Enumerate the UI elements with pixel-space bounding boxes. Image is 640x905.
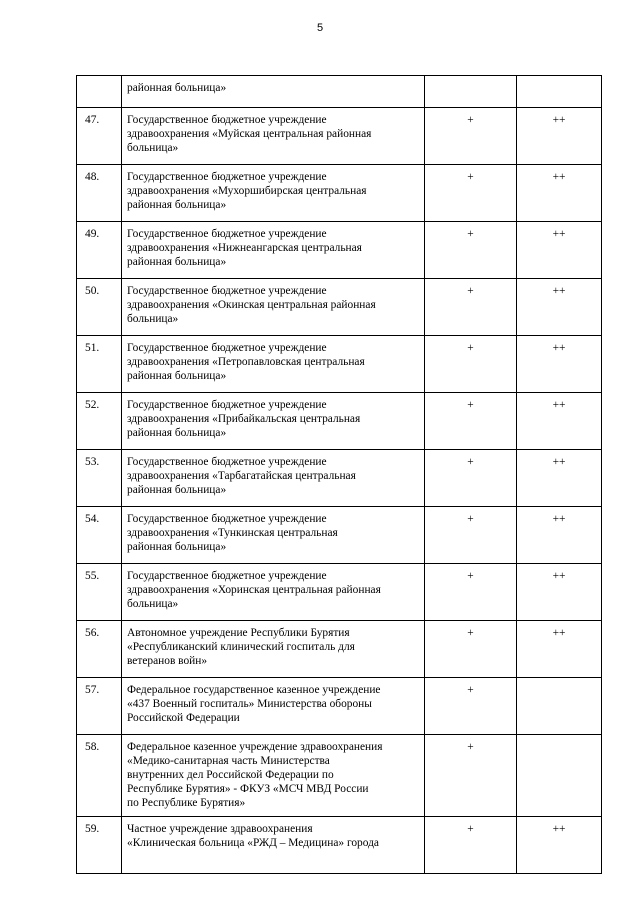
table-row — [77, 507, 602, 564]
institution-name-line: Государственное бюджетное учреждение — [127, 171, 327, 183]
institution-name-line: Государственное бюджетное учреждение — [127, 570, 327, 582]
institution-name-line: ветеранов войн» — [127, 655, 208, 667]
table-row — [77, 222, 602, 279]
institution-name — [122, 76, 425, 108]
row-number: 48. — [77, 165, 122, 222]
mark-column-2: ++ — [517, 336, 602, 393]
institution-name — [122, 393, 425, 450]
institution-name-line: районная больница» — [127, 541, 227, 553]
mark-column-1: + — [425, 621, 517, 678]
institution-name-line: по Республике Бурятия» — [127, 797, 246, 809]
mark-column-2: ++ — [517, 222, 602, 279]
mark-column-1 — [425, 76, 517, 108]
institution-name — [122, 279, 425, 336]
table-row — [77, 735, 602, 817]
row-number: 58. — [77, 735, 122, 817]
institution-name — [122, 222, 425, 279]
mark-column-2: ++ — [517, 507, 602, 564]
institution-name-line: Государственное бюджетное учреждение — [127, 285, 327, 297]
mark-column-1: + — [425, 507, 517, 564]
row-number: 50. — [77, 279, 122, 336]
mark-column-1: + — [425, 336, 517, 393]
institution-name-line: «437 Военный госпиталь» Министерства обороны — [127, 698, 372, 710]
mark-column-2 — [517, 678, 602, 735]
table-body — [77, 76, 602, 874]
mark-column-2: ++ — [517, 621, 602, 678]
institution-name — [122, 735, 425, 817]
mark-column-2: ++ — [517, 817, 602, 874]
institution-name — [122, 564, 425, 621]
mark-column-2: ++ — [517, 393, 602, 450]
institution-name-line: Автономное учреждение Республики Бурятия — [127, 627, 350, 639]
institution-name-line: Государственное бюджетное учреждение — [127, 513, 327, 525]
mark-column-2: ++ — [517, 165, 602, 222]
institution-name-line: районная больница» — [127, 256, 227, 268]
mark-column-1: + — [425, 108, 517, 165]
mark-column-1: + — [425, 279, 517, 336]
row-number: 47. — [77, 108, 122, 165]
institution-name — [122, 108, 425, 165]
institution-name-line: Государственное бюджетное учреждение — [127, 342, 327, 354]
institution-name-line: здравоохранения «Мухоршибирская центральная — [127, 185, 367, 197]
row-number: 52. — [77, 393, 122, 450]
mark-column-2 — [517, 76, 602, 108]
institutions-table — [76, 75, 602, 874]
mark-column-2: ++ — [517, 564, 602, 621]
mark-column-1: + — [425, 564, 517, 621]
institution-name-line: «Республиканский клинический госпиталь для — [127, 641, 355, 653]
institution-name-line: Федеральное государственное казенное учреждение — [127, 684, 381, 696]
row-number: 59. — [77, 817, 122, 874]
table-row — [77, 678, 602, 735]
institution-name-line: здравоохранения «Тарбагатайская центральная — [127, 470, 356, 482]
institution-name-line: больница» — [127, 313, 179, 325]
table-row — [77, 621, 602, 678]
mark-column-1: + — [425, 817, 517, 874]
institution-name-line: Государственное бюджетное учреждение — [127, 228, 327, 240]
institution-name-line: «Медико-санитарная часть Министерства — [127, 755, 330, 767]
institution-name-line: больница» — [127, 142, 179, 154]
mark-column-1: + — [425, 735, 517, 817]
table-row — [77, 108, 602, 165]
mark-column-2 — [517, 735, 602, 817]
institution-name-line: Государственное бюджетное учреждение — [127, 114, 327, 126]
table-row — [77, 817, 602, 874]
institution-name-line: Государственное бюджетное учреждение — [127, 456, 327, 468]
mark-column-1: + — [425, 165, 517, 222]
institution-name-line: больница» — [127, 598, 179, 610]
institution-name-line: здравоохранения «Окинская центральная районная — [127, 299, 376, 311]
mark-column-1: + — [425, 678, 517, 735]
table-row — [77, 336, 602, 393]
institution-name — [122, 336, 425, 393]
table-row — [77, 279, 602, 336]
table-row — [77, 393, 602, 450]
page-number: 5 — [316, 22, 324, 34]
institution-name-line: здравоохранения «Нижнеангарская центральная — [127, 242, 362, 254]
table-row — [77, 165, 602, 222]
row-number: 55. — [77, 564, 122, 621]
institution-name-line: здравоохранения «Муйская центральная районная — [127, 128, 372, 140]
mark-column-2: ++ — [517, 108, 602, 165]
institution-name-line: Федеральное казенное учреждение здравоохранения — [127, 741, 383, 753]
institution-name-line: районная больница» — [127, 427, 227, 439]
mark-column-1: + — [425, 450, 517, 507]
institution-name-line: Российской Федерации — [127, 712, 240, 724]
row-number: 54. — [77, 507, 122, 564]
table-row — [77, 564, 602, 621]
institution-name — [122, 621, 425, 678]
table-row — [77, 76, 602, 108]
institution-name — [122, 165, 425, 222]
mark-column-1: + — [425, 222, 517, 279]
row-number: 57. — [77, 678, 122, 735]
row-number: 49. — [77, 222, 122, 279]
institution-name-line: Республике Бурятия» - ФКУЗ «МСЧ МВД России — [127, 783, 369, 795]
institution-name-line: здравоохранения «Прибайкальская центральная — [127, 413, 361, 425]
row-number: 51. — [77, 336, 122, 393]
institution-name-line: здравоохранения «Петропавловская центральная — [127, 356, 365, 368]
row-number — [77, 76, 122, 108]
row-number: 56. — [77, 621, 122, 678]
institution-name-line: районная больница» — [127, 370, 227, 382]
institution-name-line: Частное учреждение здравоохранения — [127, 823, 313, 835]
institution-name-line: здравоохранения «Хоринская центральная районная — [127, 584, 381, 596]
mark-column-1: + — [425, 393, 517, 450]
institution-name — [122, 450, 425, 507]
table-row — [77, 450, 602, 507]
institution-name-line: внутренних дел Российской Федерации по — [127, 769, 334, 781]
row-number: 53. — [77, 450, 122, 507]
institution-name-line: районная больница» — [127, 199, 227, 211]
institution-name — [122, 678, 425, 735]
mark-column-2: ++ — [517, 279, 602, 336]
mark-column-2: ++ — [517, 450, 602, 507]
institution-name-line: районная больница» — [127, 484, 227, 496]
institution-name-line: здравоохранения «Тункинская центральная — [127, 527, 338, 539]
institution-name-line: «Клиническая больница «РЖД – Медицина» города — [127, 837, 379, 849]
institution-name — [122, 817, 425, 874]
institution-name-line: районная больница» — [127, 82, 227, 94]
institution-name-line: Государственное бюджетное учреждение — [127, 399, 327, 411]
institution-name — [122, 507, 425, 564]
